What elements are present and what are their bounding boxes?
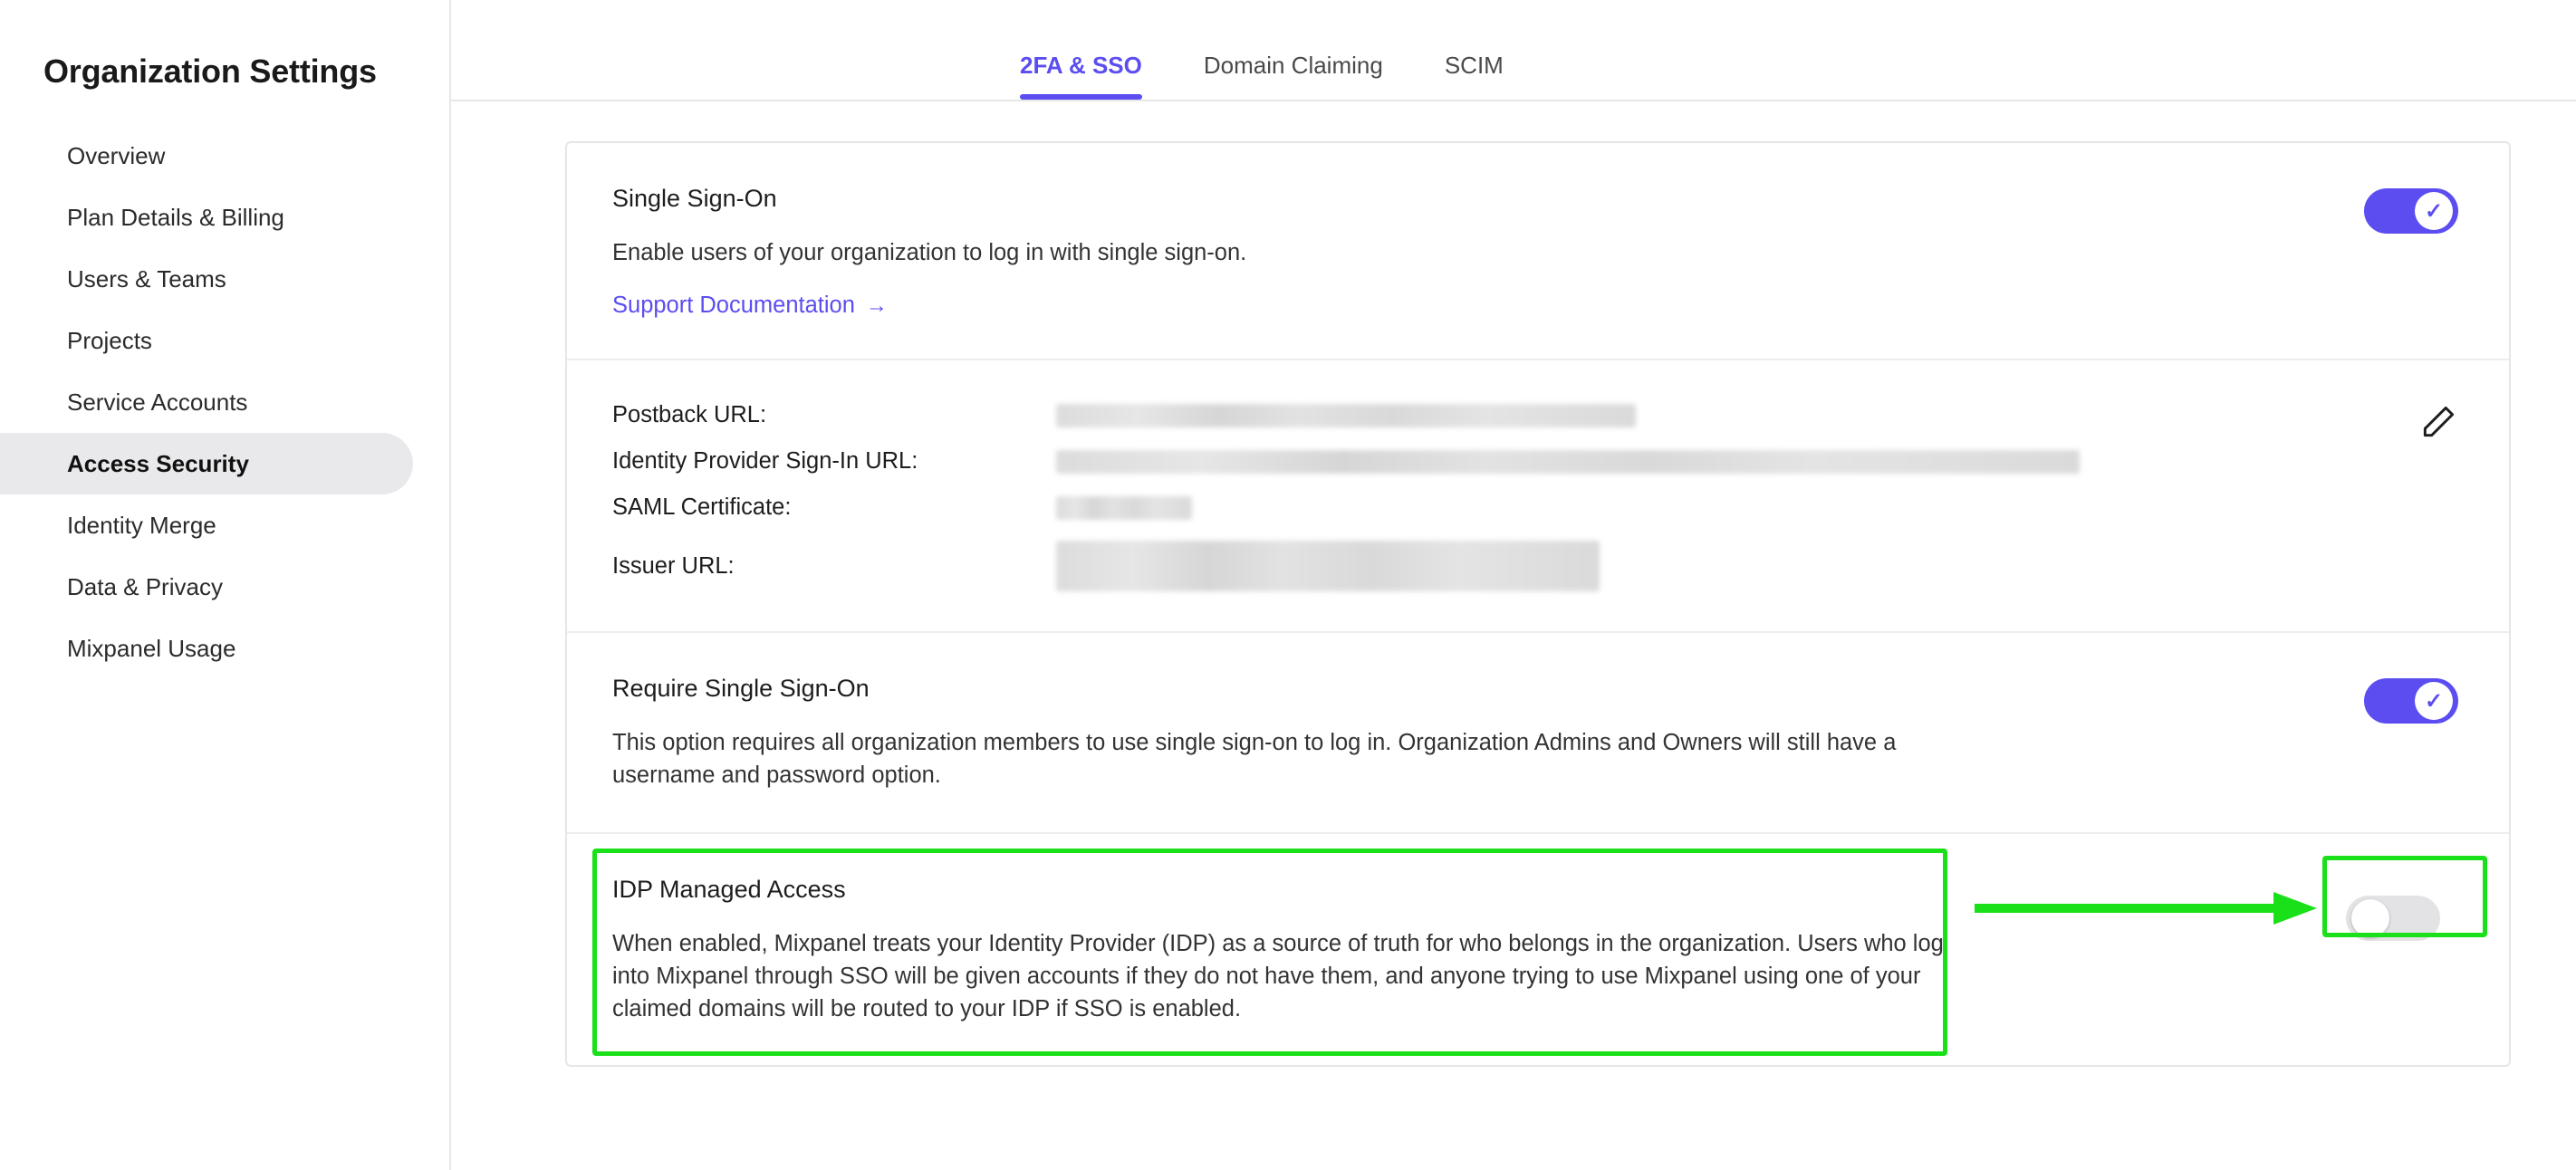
single-sign-on-title: Single Sign-On <box>612 185 777 212</box>
idp-signin-url-value <box>1056 450 2080 474</box>
single-sign-on-toggle[interactable] <box>2364 188 2458 234</box>
sidebar-item-label: Service Accounts <box>67 388 248 416</box>
sso-configuration-section <box>567 360 2509 633</box>
idp-managed-access-description: When enabled, Mixpanel treats your Identity Provider (IDP) as a source of truth for who belongs in the organization. Users who log into Mixpanel through SSO will be given accounts if they do not have them, and anyone trying to use Mixpanel using one of your claimed domains will be routed to your IDP if SSO is enabled. <box>612 930 1944 1022</box>
single-sign-on-description: Enable users of your organization to log in with single sign-on. <box>612 240 1247 265</box>
tab-bar <box>451 0 2576 101</box>
require-single-sign-on-section <box>567 633 2509 833</box>
saml-certificate-value <box>1056 496 1192 520</box>
sidebar-item-label: Users & Teams <box>67 264 226 292</box>
require-sso-toggle[interactable] <box>2364 678 2458 724</box>
sidebar-item-users-teams[interactable] <box>0 248 413 310</box>
sidebar-item-label: Plan Details & Billing <box>67 203 284 231</box>
sidebar-item-label: Identity Merge <box>67 511 216 539</box>
page-title: Organization Settings <box>43 53 377 90</box>
sidebar-item-access-security[interactable] <box>0 433 413 494</box>
sidebar-item-mixpanel-usage[interactable] <box>0 618 413 679</box>
toggle-knob: ✓ <box>2415 682 2453 720</box>
sidebar-item-identity-merge[interactable] <box>0 494 413 556</box>
tab-label: Domain Claiming <box>1203 52 1383 79</box>
green-arrow-annotation <box>1975 890 2319 926</box>
sidebar-item-label: Data & Privacy <box>67 572 223 600</box>
sidebar-item-overview[interactable] <box>0 125 413 187</box>
tab-label: SCIM <box>1444 52 1504 79</box>
sidebar-item-label: Overview <box>67 141 166 169</box>
sidebar-nav <box>0 125 449 679</box>
require-sso-title: Require Single Sign-On <box>612 675 870 703</box>
sidebar-item-data-privacy[interactable] <box>0 556 413 618</box>
idp-managed-access-section <box>567 834 2509 1066</box>
support-documentation-label: Support Documentation <box>612 292 855 319</box>
tab-label: 2FA & SSO <box>1020 52 1142 79</box>
tab-scim[interactable] <box>1445 52 1504 100</box>
saml-certificate-label: SAML Certificate: <box>612 494 792 521</box>
sidebar <box>0 0 451 1170</box>
pencil-icon[interactable] <box>2418 402 2458 442</box>
sidebar-item-label: Projects <box>67 326 152 354</box>
sidebar-item-label: Access Security <box>67 449 249 477</box>
idp-managed-access-title: IDP Managed Access <box>612 875 846 903</box>
sidebar-item-plan-details-billing[interactable] <box>0 187 413 248</box>
arrow-right-icon: → <box>865 292 888 318</box>
sidebar-item-service-accounts[interactable] <box>0 371 413 433</box>
idp-signin-url-label: Identity Provider Sign-In URL: <box>612 448 918 475</box>
single-sign-on-section <box>567 143 2509 360</box>
tab-2fa-sso[interactable] <box>1020 52 1142 100</box>
sidebar-item-label: Mixpanel Usage <box>67 634 236 662</box>
support-documentation-link[interactable] <box>612 292 888 319</box>
main-content <box>451 0 2576 1170</box>
issuer-url-value <box>1056 541 1600 591</box>
toggle-knob: ✓ <box>2415 192 2453 230</box>
tab-domain-claiming[interactable] <box>1204 52 1383 100</box>
issuer-url-label: Issuer URL: <box>612 552 735 579</box>
access-security-panel <box>565 141 2511 1067</box>
sso-config-fields <box>612 402 2458 591</box>
toggle-knob <box>2351 899 2389 937</box>
sidebar-item-projects[interactable] <box>0 310 413 371</box>
postback-url-value <box>1056 404 1636 427</box>
postback-url-label: Postback URL: <box>612 402 767 428</box>
idp-managed-access-toggle[interactable] <box>2346 896 2440 941</box>
require-sso-description: This option requires all organization members to use single sign-on to log in. Organization Admins and Owners will still have a username and password option. <box>612 730 1897 789</box>
